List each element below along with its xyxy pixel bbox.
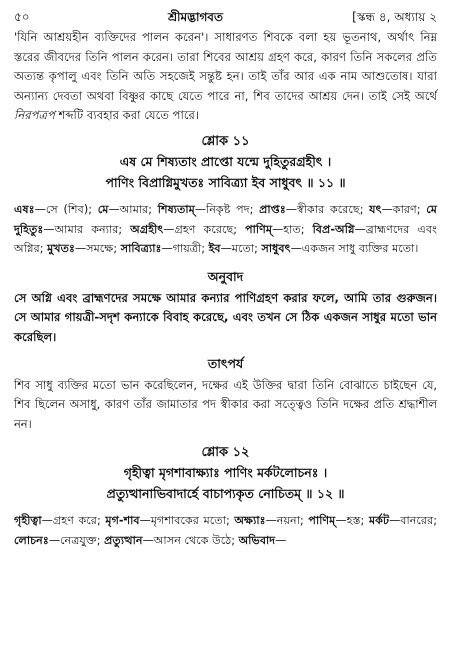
synonym-word: অভিবাদ: [238, 533, 276, 547]
intro-line: কারণ তিনি সকলের প্রতি অত্যন্ত কৃপালু এবং তিনি অতি সহজেই সন্তুষ্ট হন।: [14, 49, 437, 84]
synonym-meaning: —ব্রাহ্মণদের এবং অগ্নির;: [14, 222, 437, 256]
synonym-meaning: —নয়না;: [265, 514, 309, 528]
synonym-meaning: —হস্ত;: [335, 514, 369, 528]
synonym-word: মৃগ-শাব: [105, 514, 140, 528]
synonym-meaning: —হাত;: [272, 222, 313, 236]
verse-11-line-2: পাণিং বিপ্রাগ্নিমুখতঃ সাবিত্র্যা ইব সাধুবৎ ॥ ১১ ॥: [105, 174, 346, 190]
synonym-word: মর্কট: [368, 514, 390, 528]
translation-heading: অনুবাদ: [207, 268, 244, 284]
synonym-word: প্রত্যুত্থান: [104, 533, 143, 547]
verse-12-label: শ্লোক ১২: [201, 445, 250, 461]
intro-line: ব্যবহার করা যেতে পারে।: [86, 108, 200, 123]
synonym-meaning: —গ্রহণ করেছে;: [163, 222, 246, 236]
page-header: [14, 8, 437, 28]
synonym-word: শিষ্যতাম্: [157, 202, 195, 216]
synonym-meaning: —স্বীকার করেছে;: [285, 202, 370, 216]
synonym-word: পাণিম্: [308, 514, 336, 528]
intro-line: শব্দটি: [54, 108, 84, 123]
synonym-word: মে: [97, 202, 109, 216]
intro-line: তাই তাঁর আর এক নাম আশুতোষ। যারা অন্যান্য দেবতা অথবা বিষ্ণুর কাছে: [14, 69, 437, 103]
section-label: [স্কন্ধ ৪, অধ্যায় ২: [352, 10, 437, 24]
synonym-meaning: —সে (শিব);: [34, 202, 98, 216]
synonym-word: যৎ: [369, 202, 382, 216]
synonym-word: মে দুহিতুঃ: [14, 202, 437, 236]
purport-text: শিব সাধু ব্যক্তির মতো ভান করেছিলেন, দক্ষের এই উক্তির দ্বারা তিনি বোঝাতে চাইছেন যে, শিব ছিলেন অসাধু, কারণ তাঁর জামাতার পদ স্বীকার করা সত্ত্বেও তিনি দক্ষের প্রতি শ্রদ্ধাশীল নন।: [14, 377, 437, 431]
synonym-word: সাধুবৎ: [261, 242, 291, 256]
verse-11-line-1: এষ মে শিষ্যতাং প্রাপ্তো যন্মে দুহিতুরগ্রহীৎ ।: [119, 153, 332, 169]
book-title: শ্রীমদ্ভাগবত: [167, 10, 223, 24]
intro-paragraph: [14, 28, 437, 126]
synonym-meaning: —গায়ত্রী;: [161, 242, 209, 256]
verse-11-label: শ্লোক ১১: [201, 133, 250, 149]
synonym-word: ইব: [208, 242, 221, 256]
intro-line: 'যিনি আশ্রয়হীন ব্যক্তিদের পালন করেন'। সাধারণত শিবকে বলা হয় ভূতনাথ,: [14, 30, 382, 44]
synonym-meaning: —গ্রহণ করে;: [41, 514, 106, 528]
synonym-meaning: —মৃগশাবকের মতো;: [139, 514, 235, 528]
synonyms-12: [14, 511, 437, 550]
synonym-word: প্রাপ্তঃ: [259, 202, 286, 216]
synonym-word: সাবিত্র্যাঃ: [120, 242, 162, 256]
synonym-word: পাণিম্: [245, 222, 273, 236]
synonym-meaning: —আমার;: [108, 202, 158, 216]
translation-text: সে অগ্নি এবং ব্রাহ্মণদের সমক্ষে আমার কন্যার পাণিগ্রহণ করার ফলে, আমি তার গুরুজন। সে আমার গায়ত্রী-সদৃশ কন্যাকে বিবাহ করেছে, এবং তখন সে ঠিক একজন সাধুর মতো ভান করেছিল।: [14, 290, 437, 344]
synonym-meaning: —সমক্ষে;: [75, 242, 121, 256]
synonym-meaning: —নেত্রযুক্ত;: [48, 533, 105, 547]
synonym-word: এষঃ: [14, 202, 35, 216]
intro-italic-word: নিরপত্রপ: [14, 108, 55, 123]
synonym-word: লোচনঃ: [14, 533, 49, 547]
verse-12-line-1: গৃহীত্বা মৃগশাবাক্ষ্যাঃ পাণিং মর্কটলোচনঃ ।: [123, 465, 328, 481]
synonym-meaning: —কারণ;: [381, 202, 427, 216]
synonym-word: বিপ্র-অগ্নি: [312, 222, 355, 236]
synonym-meaning: —একজন সাধু ব্যক্তির মতো।: [290, 242, 419, 256]
synonym-word: মুখতঃ: [47, 242, 76, 256]
synonym-word: অগ্রহীৎ: [130, 222, 164, 236]
synonym-word: গৃহীত্বা: [14, 514, 42, 528]
intro-line: অর্থাৎ নিম্ন স্তরের জীবদের তিনি পালন করেন। তারা শিবের আশ্রয় গ্রহণ করে,: [14, 30, 438, 64]
synonym-meaning: —আমার কন্যার;: [43, 222, 131, 236]
synonym-meaning: —মতো;: [220, 242, 262, 256]
purport-heading: তাৎপর্য: [207, 355, 244, 371]
synonym-word: অক্ষ্যাঃ: [234, 514, 266, 528]
verse-12-line-2: প্রত্যুত্থানাভিবাদার্হে বাচাপ্যকৃত নোচিতম্ ॥ ১২ ॥: [106, 486, 345, 502]
synonym-meaning: —আসন থেকে উঠে;: [142, 533, 239, 547]
synonym-meaning: —নিকৃষ্ট পদ;: [194, 202, 260, 216]
page-number: ৫০: [14, 10, 30, 24]
intro-line: যেতে পারে না, শিব তাদের আশ্রয় দেন। তাই সেই অর্থে: [177, 88, 438, 103]
synonym-meaning: —বানরের;: [389, 514, 437, 528]
synonym-meaning: —: [275, 533, 287, 547]
synonyms-11: [14, 200, 437, 259]
